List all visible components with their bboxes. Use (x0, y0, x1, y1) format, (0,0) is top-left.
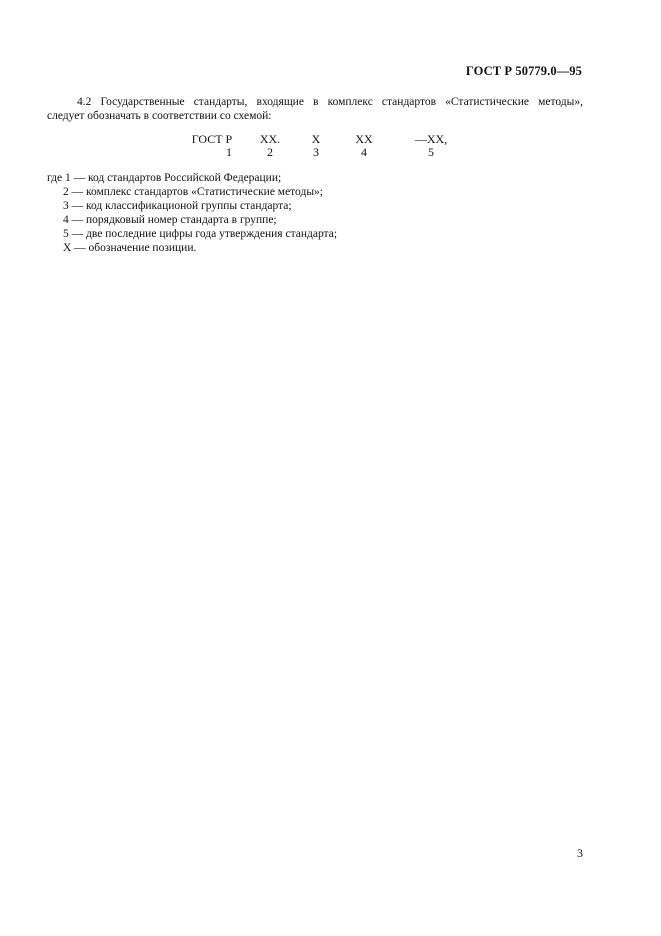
scheme-index: 4 (361, 145, 367, 159)
scheme-part-2 (255, 133, 285, 159)
scheme-code: X (311, 132, 321, 146)
paragraph-line-2: следует обозначать в соответствии со схемой: (47, 110, 272, 122)
legend-item: где 1 — код стандартов Российской Федерации; (47, 172, 282, 184)
scheme-index: 5 (428, 145, 434, 159)
designation-scheme (0, 133, 661, 163)
scheme-code: XX. (259, 132, 281, 146)
legend-item: X — обозначение позиции. (63, 242, 197, 254)
scheme-part-1 (190, 133, 234, 159)
scheme-index: 2 (267, 145, 273, 159)
scheme-legend (47, 171, 587, 255)
section-4-2-paragraph (47, 95, 583, 123)
page-number: 3 (577, 846, 583, 860)
legend-item: 5 — две последние цифры года утверждения стандарта; (63, 228, 338, 240)
legend-item: 3 — код классификационой группы стандарта; (63, 200, 292, 212)
legend-item: 2 — комплекс стандартов «Статистические методы»; (63, 186, 324, 198)
scheme-index: 3 (313, 145, 319, 159)
scheme-code: XX (355, 132, 373, 146)
scheme-part-3 (306, 133, 326, 159)
document-code: ГОСТ Р 50779.0—95 (465, 64, 582, 78)
scheme-code: —XX, (414, 132, 448, 146)
scheme-part-5 (413, 133, 449, 159)
scheme-code: ГОСТ Р (191, 132, 233, 146)
legend-item: 4 — порядковый номер стандарта в группе; (63, 214, 277, 226)
scheme-part-4 (351, 133, 377, 159)
scheme-index: 1 (226, 145, 232, 159)
paragraph-line-1: 4.2 Государственные стандарты, входящие в комплекс стандартов «Статистические методы», (77, 96, 583, 108)
